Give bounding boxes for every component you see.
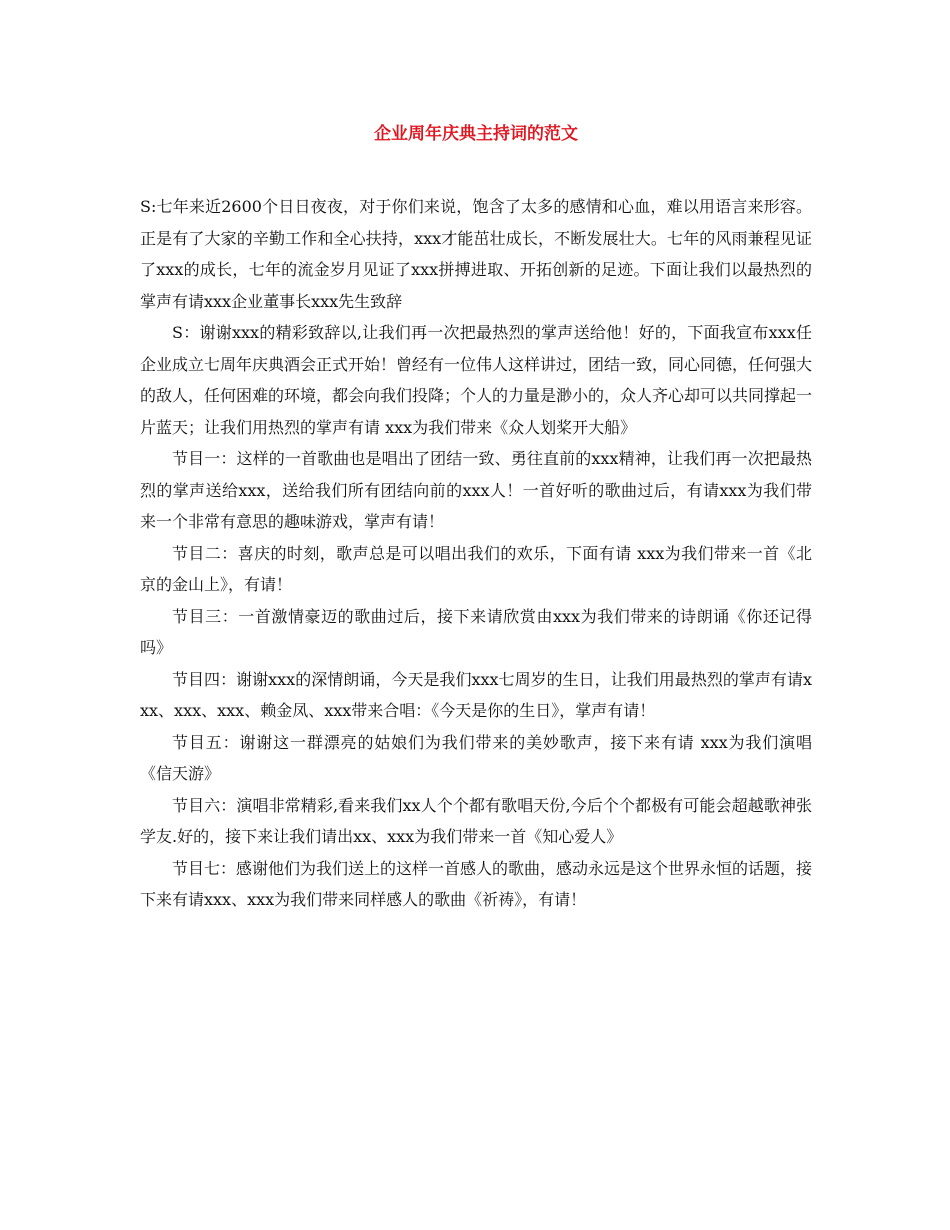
paragraph-program-6: 节目六：演唱非常精彩,看来我们xx人个个都有歌唱天份,今后个个都极有可能会超越歌神张学友.好的，接下来让我们请出xx、xxx为我们带来一首《知心爱人》 — [140, 795, 812, 846]
paragraph-opening: S：谢谢xxx的精彩致辞以,让我们再一次把最热烈的掌声送给他！好的，下面我宣布xxx任企业成立七周年庆典酒会正式开始！曾经有一位伟人这样讲过，团结一致，同心同德，任何强大的敌人，任何困难的环境，都会向我们投降；个人的力量是渺小的，众人齐心却可以共同撑起一片蓝天；让我们用热烈的掌声有请 xxx为我们带来《众人划桨开大船》 — [140, 323, 813, 437]
paragraph-program-1: 节目一：这样的一首歌曲也是唱出了团结一致、勇往直前的xxx精神，让我们再一次把最热烈的掌声送给xxx，送给我们所有团结向前的xxx人！一首好听的歌曲过后，有请xxx为我们带来一个非常有意思的趣味游戏，掌声有请！ — [140, 449, 812, 531]
paragraph-program-7: 节目七：感谢他们为我们送上的这样一首感人的歌曲，感动永远是这个世界永恒的话题，接下来有请xxx、xxx为我们带来同样感人的歌曲《祈祷》，有请！ — [140, 858, 813, 909]
document-page — [140, 0, 812, 1230]
paragraph-program-4: 节目四：谢谢xxx的深情朗诵，今天是我们xxx七周岁的生日，让我们用最热烈的掌声有请xxx、xxx、xxx、赖金凤、xxx带来合唱：《今天是你的生日》，掌声有请！ — [140, 669, 812, 720]
paragraph-intro: S:七年来近2600个日日夜夜，对于你们来说，饱含了太多的感情和心血，难以用语言来形容。正是有了大家的辛勤工作和全心扶持，xxx才能茁壮成长，不断发展壮大。七年的风雨兼程见证了xxx的成长，七年的流金岁月见证了xxx拼搏进取、开拓创新的足迹。下面让我们以最热烈的掌声有请xxx企业董事长xxx先生致辞 — [140, 197, 812, 311]
paragraph-program-3: 节目三：一首激情豪迈的歌曲过后，接下来请欣赏由xxx为我们带来的诗朗诵《你还记得吗》 — [140, 606, 812, 657]
paragraph-program-2: 节目二：喜庆的时刻，歌声总是可以唱出我们的欢乐，下面有请 xxx为我们带来一首《北京的金山上》，有请！ — [140, 543, 812, 594]
document-body — [140, 191, 812, 916]
document-title: 企业周年庆典主持词的范文 — [374, 124, 578, 144]
paragraph-program-5: 节目五：谢谢这一群漂亮的姑娘们为我们带来的美妙歌声，接下来有请 xxx为我们演唱《信天游》 — [140, 732, 812, 783]
